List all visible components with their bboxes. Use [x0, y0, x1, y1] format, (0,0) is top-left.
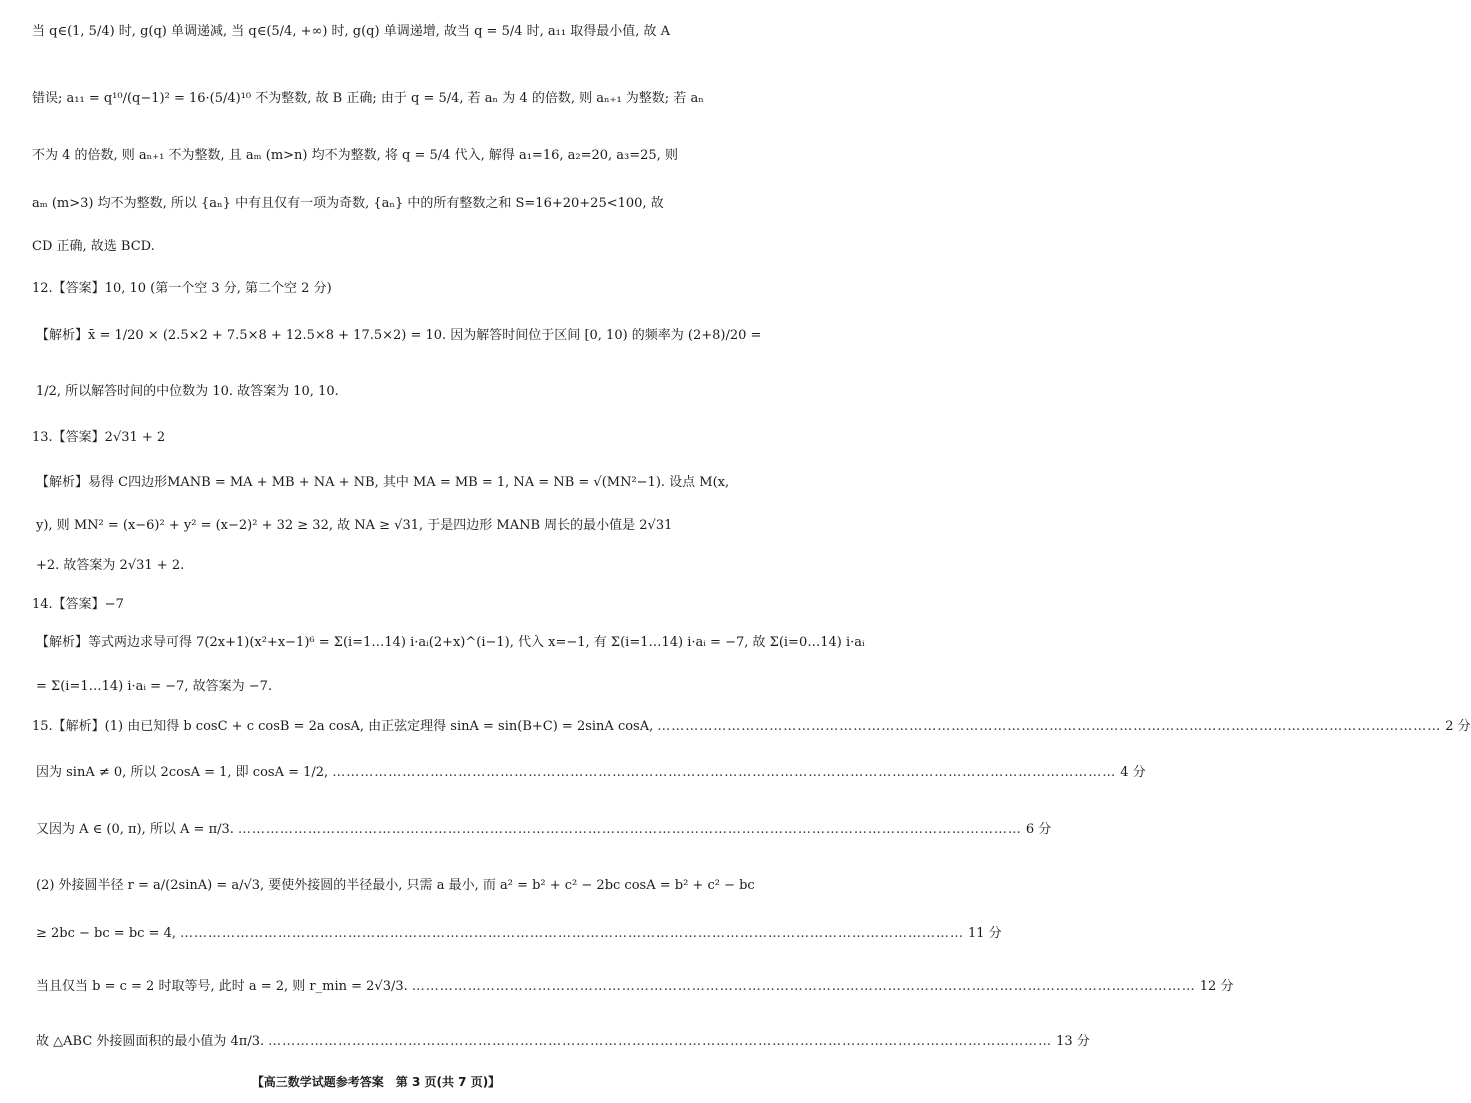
leader-dots: …………………………………………………………………………………………………………………………………………………… — [268, 1034, 1053, 1049]
text-line: aₘ (m>3) 均不为整数, 所以 {aₙ} 中有且仅有一项为奇数, {aₙ} 中的所有整数之和 S=16+20+25<100, 故 — [32, 196, 664, 211]
step-text: 当且仅当 b = c = 2 时取等号, 此时 a = 2, 则 r_min = 2√3/3. — [36, 979, 408, 994]
leader-dots: …………………………………………………………………………………………………………………………………………………… — [411, 979, 1196, 994]
text-line: CD 正确, 故选 BCD. — [32, 239, 155, 254]
step-points: 11 分 — [967, 926, 1002, 941]
text-line: y), 则 MN² = (x−6)² + y² = (x−2)² + 32 ≥ 32, 故 NA ≥ √31, 于是四边形 MANB 周长的最小值是 2√31 — [36, 518, 673, 533]
step-points: 12 分 — [1199, 979, 1234, 994]
leader-dots: …………………………………………………………………………………………………………………………………………………… — [237, 822, 1022, 837]
leader-dots: …………………………………………………………………………………………………………………………………………………… — [332, 765, 1117, 780]
q13-analysis: 【解析】易得 C四边形MANB = MA + MB + NA + NB, 其中 MA = MB = 1, NA = NB = √(MN²−1). 设点 M(x, — [36, 475, 730, 490]
step-text: 故 △ABC 外接圆面积的最小值为 4π/3. — [36, 1034, 265, 1049]
q14-analysis: 【解析】等式两边求导可得 7(2x+1)(x²+x−1)⁶ = Σ(i=1…14) i·aᵢ(2+x)^(i−1), 代入 x=−1, 有 Σ(i=1…14) i·aᵢ = −7, 故 Σ(i=0…14) i·aᵢ — [36, 635, 865, 650]
q15-step — [36, 926, 1002, 942]
leader-dots: …………………………………………………………………………………………………………………………………………………… — [179, 926, 964, 941]
page-footer: 【高三数学试题参考答案 第 3 页(共 7 页)】 — [251, 1075, 501, 1089]
text-line: 1/2, 所以解答时间的中位数为 10. 故答案为 10, 10. — [36, 384, 339, 399]
step-text: 15.【解析】(1) 由已知得 b cosC + c cosB = 2a cosA, 由正弦定理得 sinA = sin(B+C) = 2sinA cosA, — [32, 719, 654, 734]
step-text: 又因为 A ∈ (0, π), 所以 A = π/3. — [36, 822, 234, 837]
q15-step — [36, 979, 1234, 995]
text-line: +2. 故答案为 2√31 + 2. — [36, 558, 185, 573]
q13-answer: 13.【答案】2√31 + 2 — [32, 430, 166, 445]
step-points: 4 分 — [1120, 765, 1146, 780]
text-line: = Σ(i=1…14) i·aᵢ = −7, 故答案为 −7. — [36, 679, 273, 694]
text-line: 错误; a₁₁ = q¹⁰/(q−1)² = 16·(5/4)¹⁰ 不为整数, 故 B 正确; 由于 q = 5/4, 若 aₙ 为 4 的倍数, 则 aₙ₊₁ 为整数; 若 aₙ — [32, 91, 704, 106]
leader-dots: …………………………………………………………………………………………………………………………………………………… — [657, 719, 1442, 734]
text-line: 不为 4 的倍数, 则 aₙ₊₁ 不为整数, 且 aₘ (m>n) 均不为整数, 将 q = 5/4 代入, 解得 a₁=16, a₂=20, a₃=25, 则 — [32, 148, 678, 163]
q15-step — [32, 719, 1471, 735]
text-line: 当 q∈(1, 5/4) 时, g(q) 单调递减, 当 q∈(5/4, +∞) 时, g(q) 单调递增, 故当 q = 5/4 时, a₁₁ 取得最小值, 故 A — [32, 24, 670, 39]
step-text: ≥ 2bc − bc = bc = 4, — [36, 926, 176, 941]
q12-analysis: 【解析】x̄ = 1/20 × (2.5×2 + 7.5×8 + 12.5×8 + 17.5×2) = 10. 因为解答时间位于区间 [0, 10) 的频率为 (2+8)/20 = — [36, 328, 762, 343]
q15-step — [36, 765, 1146, 781]
q12-answer: 12.【答案】10, 10 (第一个空 3 分, 第二个空 2 分) — [32, 281, 332, 296]
step-points: 13 分 — [1056, 1034, 1090, 1049]
q15-step: (2) 外接圆半径 r = a/(2sinA) = a/√3, 要使外接圆的半径最小, 只需 a 最小, 而 a² = b² + c² − 2bc cosA = b² + c² − bc — [36, 878, 755, 893]
step-points: 6 分 — [1025, 822, 1052, 837]
q15-step — [36, 822, 1052, 838]
step-points: 2 分 — [1445, 719, 1471, 734]
q15-step — [36, 1034, 1090, 1050]
step-text: 因为 sinA ≠ 0, 所以 2cosA = 1, 即 cosA = 1/2, — [36, 765, 329, 780]
q14-answer: 14.【答案】−7 — [32, 597, 124, 612]
